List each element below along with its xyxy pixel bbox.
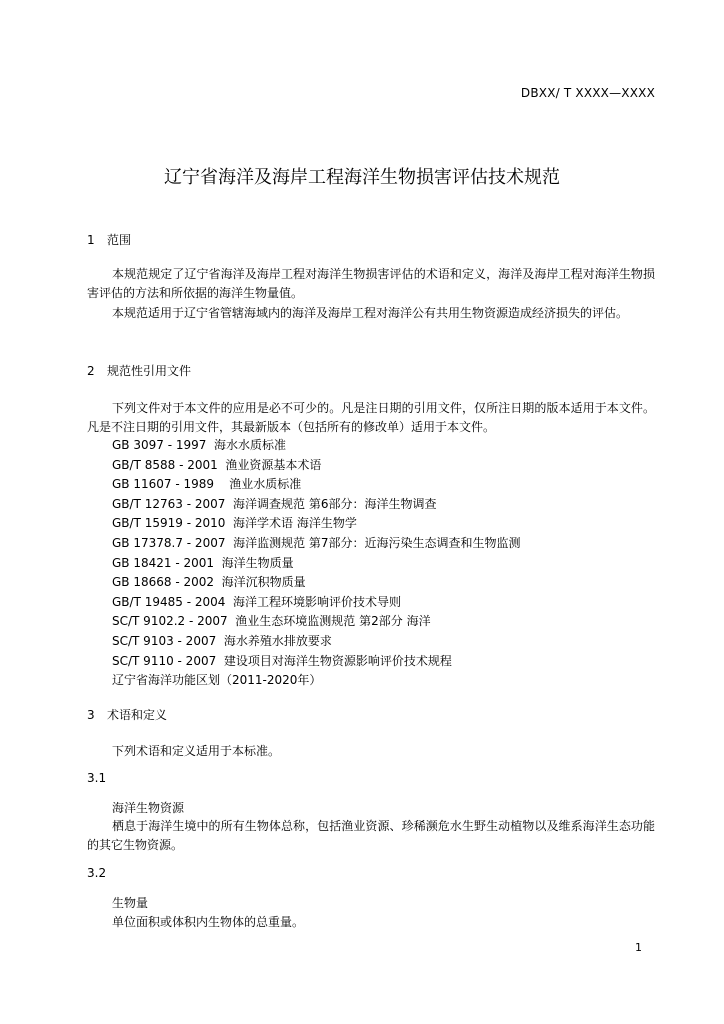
reference-item: GB 3097 - 1997 海水水质标准 <box>112 438 287 452</box>
section-1-title: 范围 <box>107 233 132 247</box>
section-3-number: 3 <box>87 708 95 722</box>
reference-item: GB/T 19485 - 2004 海洋工程环境影响评价技术导则 <box>112 594 402 609</box>
section-1-paragraph-2: 本规范适用于辽宁省管辖海域内的海洋及海岸工程对海洋公有共用生物资源造成经济损失的评估。 <box>112 306 629 320</box>
term-3-2-definition: 单位面积或体积内生物体的总重量。 <box>112 915 305 929</box>
section-1-paragraph-1: 本规范规定了辽宁省海洋及海岸工程对海洋生物损害评估的术语和定义，海洋及海岸工程对海洋生物损害评估的方法和所依据的海洋生物量值。 <box>87 267 655 300</box>
term-3-1-number: 3.1 <box>87 771 107 785</box>
reference-item: 辽宁省海洋功能区划（2011-2020年） <box>112 673 322 688</box>
reference-item: SC/T 9102.2 - 2007 渔业生态环境监测规范 第2部分 海洋 <box>112 614 431 629</box>
reference-item: GB 11607 - 1989 渔业水质标准 <box>112 477 302 492</box>
section-3-title: 术语和定义 <box>107 708 168 722</box>
term-3-1-definition: 栖息于海洋生境中的所有生物体总称，包括渔业资源、珍稀濒危水生野生动植物以及维系海洋生态功能的其它生物资源。 <box>87 819 655 852</box>
section-1-heading <box>87 231 131 248</box>
document-title: 辽宁省海洋及海岸工程海洋生物损害评估技术规范 <box>164 167 560 188</box>
reference-list <box>112 436 521 691</box>
reference-item: GB 18668 - 2002 海洋沉积物质量 <box>112 575 306 590</box>
term-3-1-name: 海洋生物资源 <box>112 801 185 815</box>
section-3-intro: 下列术语和定义适用于本标准。 <box>112 744 281 758</box>
section-3-heading <box>87 706 167 723</box>
reference-item: SC/T 9103 - 2007 海水养殖水排放要求 <box>112 633 332 648</box>
reference-item: GB/T 8588 - 2001 渔业资源基本术语 <box>112 457 322 472</box>
term-3-2-number: 3.2 <box>87 866 107 880</box>
reference-item: GB/T 15919 - 2010 海洋学术语 海洋生物学 <box>112 516 357 531</box>
section-2-heading <box>87 362 191 379</box>
standard-code: DBXX/ T XXXX—XXXX <box>520 86 655 100</box>
page-number: 1 <box>635 941 642 954</box>
section-2-number: 2 <box>87 364 95 378</box>
reference-item: GB 18421 - 2001 海洋生物质量 <box>112 555 294 570</box>
section-2-intro: 下列文件对于本文件的应用是必不可少的。凡是注日期的引用文件，仅所注日期的版本适用于本文件。凡是不注日期的引用文件，其最新版本（包括所有的修改单）适用于本文件。 <box>87 401 655 434</box>
reference-item: GB 17378.7 - 2007 海洋监测规范 第7部分：近海污染生态调查和生物监测 <box>112 535 521 550</box>
reference-item: SC/T 9110 - 2007 建设项目对海洋生物资源影响评价技术规程 <box>112 653 452 668</box>
section-1-number: 1 <box>87 233 95 247</box>
reference-item: GB/T 12763 - 2007 海洋调查规范 第6部分：海洋生物调查 <box>112 496 437 511</box>
section-2-title: 规范性引用文件 <box>107 364 192 378</box>
term-3-2-name: 生物量 <box>112 896 149 910</box>
